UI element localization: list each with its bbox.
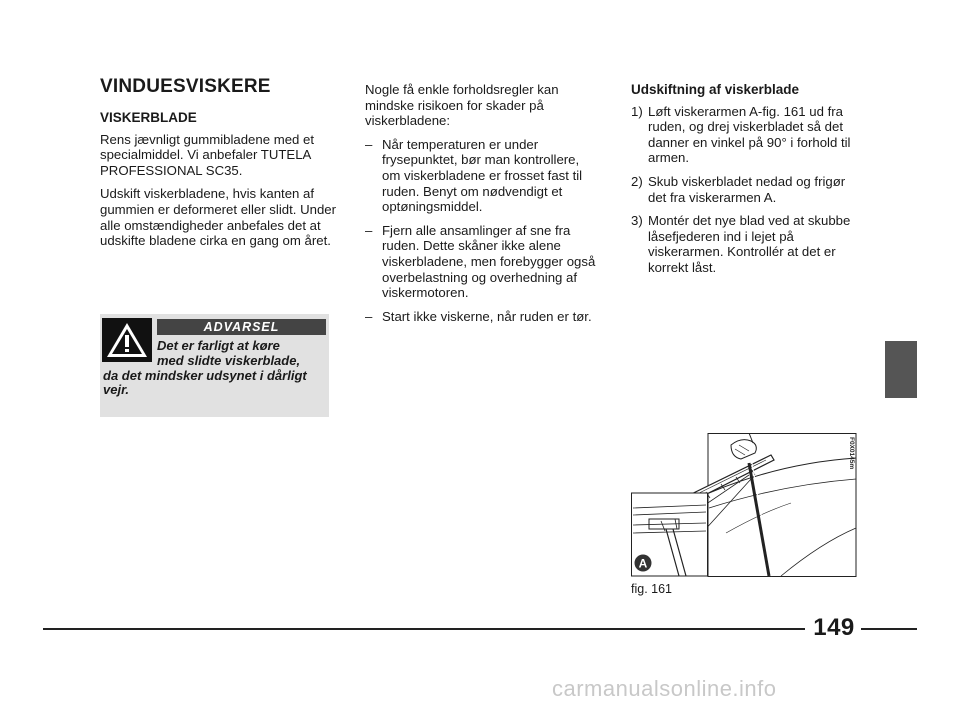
step-text: Montér det nye blad ved at skubbe låsefjederen ind i lejet på viskerarmen. Kontrollér at det er korrekt låst. xyxy=(648,213,851,275)
list-item xyxy=(365,309,600,325)
figure-code: F0X0145m xyxy=(848,437,855,470)
bullet-marker: – xyxy=(365,308,373,324)
section-heading: VINDUESVISKERE xyxy=(100,76,271,97)
warning-text-rest: da det mindsker udsynet i dårligt vejr. xyxy=(103,367,307,398)
paragraph: Udskift viskerbladene, hvis kanten af gummien er deformeret eller slidt. Under alle omstændigheder anbefales det at udskifte bladene cirka en gang om året. xyxy=(100,186,337,249)
list-item-text: Når temperaturen er under frysepunktet, bør man kontrollere, om viskerbladene er frosset fast til ruden. Benyt om nødvendigt et optøningsmiddel. xyxy=(382,136,583,215)
list-item-text: Start ikke viskerne, når ruden er tør. xyxy=(382,308,592,324)
procedure-heading: Udskiftning af viskerblade xyxy=(631,82,800,97)
step-item xyxy=(631,174,861,205)
list-item xyxy=(365,137,600,215)
warning-box xyxy=(100,314,329,417)
watermark: carmanualsonline.info xyxy=(552,676,777,701)
bullet-marker: – xyxy=(365,222,373,238)
warning-text xyxy=(103,339,323,398)
page-number: 149 xyxy=(813,614,855,641)
wiper-drawing xyxy=(631,433,857,577)
step-item xyxy=(631,213,861,275)
column-2 xyxy=(365,82,600,332)
figure-caption: fig. 161 xyxy=(631,582,673,596)
intro-paragraph: Nogle få enkle forholdsregler kan mindske risikoen for skader på viskerbladene: xyxy=(365,82,559,129)
step-text: Løft viskerarmen A-fig. 161 ud fra ruden, og drej viskerbladet så det danner en vinkel på 90° i forhold til armen. xyxy=(648,103,851,166)
subsection-heading: VISKERBLADE xyxy=(100,110,197,125)
warning-text-line: Det er farligt at køre xyxy=(157,338,280,353)
step-item xyxy=(631,104,861,166)
list-item xyxy=(365,223,600,301)
paragraph: Rens jævnligt gummibladene med et specialmiddel. Vi anbefaler TUTELA PROFESSIONAL SC35. xyxy=(100,131,315,178)
wiper-illustration xyxy=(631,433,857,577)
column-1 xyxy=(100,76,340,257)
warning-text-line: med slidte viskerblade, xyxy=(157,352,301,368)
callout-label: A xyxy=(638,556,648,571)
bullet-marker: – xyxy=(365,136,373,152)
chapter-tab xyxy=(885,341,917,398)
step-number: 1) xyxy=(631,103,643,119)
footer-rule xyxy=(861,628,917,630)
list-item-text: Fjern alle ansamlinger af sne fra ruden. Dette skåner ikke alene viskerbladene, men forebygger også overbelastning og overhedning af viskermotoren. xyxy=(382,222,596,301)
footer-rule xyxy=(43,628,805,630)
column-3 xyxy=(631,82,861,284)
step-text: Skub viskerbladet nedad og frigør det fra viskerarmen A. xyxy=(648,173,846,205)
step-number: 3) xyxy=(631,213,643,229)
warning-label: ADVARSEL xyxy=(157,319,326,335)
step-number: 2) xyxy=(631,173,643,189)
